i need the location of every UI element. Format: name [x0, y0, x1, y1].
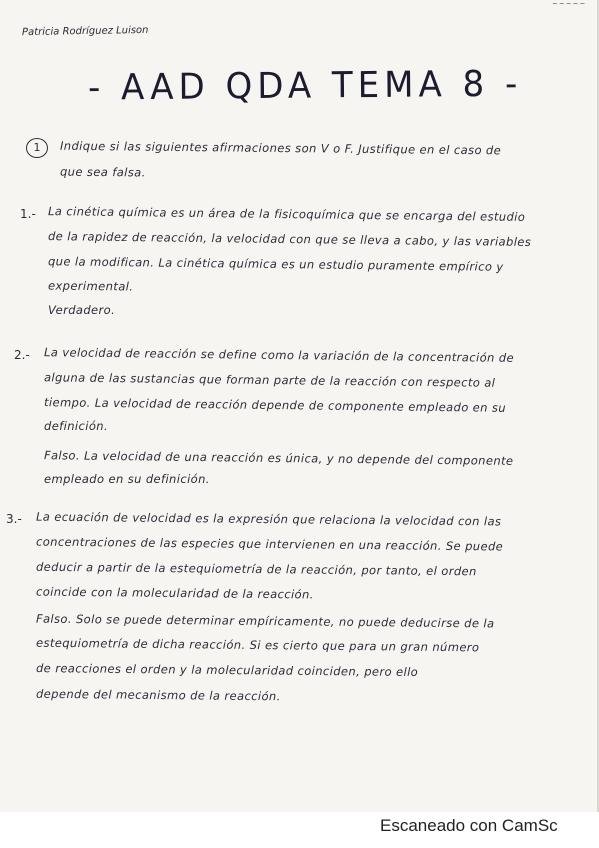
item-line: definición.: [44, 419, 109, 433]
item-line: La ecuación de velocidad es la expresión que relaciona la velocidad con las: [35, 509, 502, 529]
scanner-watermark: Escaneado con CamSc: [380, 816, 558, 835]
item-line: coincide con la molecularidad de la reacción.: [35, 584, 314, 602]
item-line: Falso. La velocidad de una reacción es única, y no depende del componente: [43, 448, 514, 468]
item-line: alguna de las sustancias que forman parte de la reacción con respecto al: [43, 370, 496, 390]
page-title: - AAD QDA TEMA 8 -: [87, 63, 523, 109]
item-line: que la modifican. La cinética química es un estudio puramente empírico y: [47, 254, 504, 274]
item-line: La velocidad de reacción se define como la variación de la concentración de: [43, 345, 515, 365]
item-line: deducir a partir de la estequiometría de la reacción, por tanto, el orden: [35, 559, 477, 579]
author-name: Patricia Rodríguez Luison: [21, 24, 149, 39]
item-line: Falso. Solo se puede determinar empíricamente, no puede deducirse de la: [35, 611, 495, 631]
item-number: 3.-: [6, 512, 22, 526]
question-line: que sea falsa.: [59, 164, 146, 180]
question-line: Indique si las siguientes afirmaciones son V o F. Justifique en el caso de: [59, 138, 502, 158]
item-number: 2.-: [14, 348, 30, 362]
item-line: de reacciones el orden y la molecularidad coinciden, pero ello: [35, 660, 419, 680]
corner-mark: ~~~~~: [552, 0, 587, 8]
item-line: depende del mecanismo de la reacción.: [35, 686, 281, 704]
item-line: de la rapidez de reacción, la velocidad con que se lleva a cabo, y las variables: [47, 229, 532, 249]
item-line: empleado en su definición.: [44, 472, 210, 486]
item-line: La cinética química es un área de la fisicoquímica que se encarga del estudio: [47, 204, 526, 224]
item-line: experimental.: [47, 278, 134, 294]
item-line: concentraciones de las especies que intervienen en una reacción. Se puede: [35, 534, 504, 554]
item-line: Verdadero.: [48, 303, 116, 317]
item-line: estequiometría de dicha reacción. Si es cierto que para un gran número: [35, 635, 480, 655]
item-line: tiempo. La velocidad de reacción depende de componente empleado en su: [43, 395, 507, 415]
question-number: 1: [26, 138, 48, 158]
item-number: 1.-: [20, 207, 36, 221]
